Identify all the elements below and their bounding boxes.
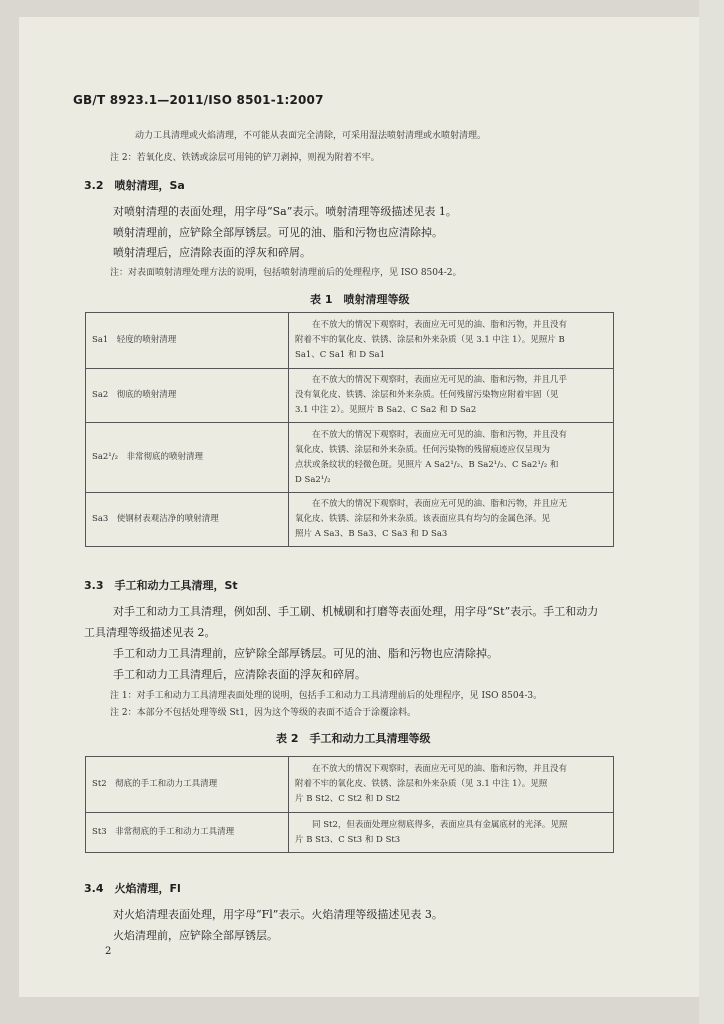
paragraph: 火焰清理前，应铲除全部厚锈层。: [113, 929, 278, 942]
grade-cell: Sa2 彻底的喷射清理: [86, 369, 289, 423]
table-row: [86, 493, 614, 547]
scan-edge: [699, 0, 724, 1024]
document-header: GB/T 8923.1—2011/ISO 8501-1:2007: [73, 93, 324, 107]
table-row: [86, 313, 614, 369]
table-row: [86, 813, 614, 853]
table-1-caption: 表 1 喷射清理等级: [310, 293, 410, 306]
note-2: 注 2：若氧化皮、铁锈或涂层可用钝的铲刀剥掉，则视为附着不牢。: [110, 153, 380, 163]
note-2: 注 2：本部分不包括处理等级 St1，因为这个等级的表面不适合于涂覆涂料。: [110, 708, 416, 718]
note-1: 注 1：对手工和动力工具清理表面处理的说明，包括手工和动力工具清理前后的处理程序，见 ISO 8504-3。: [110, 691, 543, 701]
section-3-2-heading: 3.2 喷射清理，Sa: [84, 179, 185, 192]
table-row: [86, 423, 614, 493]
note: 注：对表面喷射清理处理方法的说明，包括喷射清理前后的处理程序，见 ISO 8504-2。: [110, 268, 462, 278]
desc-cell: 在不放大的情况下观察时，表面应无可见的油、脂和污物，并且没有 氧化皮、铁锈、涂层和外来杂质。任何污染物的残留痕迹应仅呈现为 点状或条纹状的轻微色斑。见照片 A Sa2¹/₂、B Sa2¹/₂、C Sa2¹/₂ 和 D Sa2¹/₂: [289, 423, 614, 493]
grade-cell: St2 彻底的手工和动力工具清理: [86, 757, 289, 813]
grade-cell: St3 非常彻底的手工和动力工具清理: [86, 813, 289, 853]
paragraph: 喷射清理前，应铲除全部厚锈层。可见的油、脂和污物也应清除掉。: [113, 226, 443, 239]
table-row: [86, 369, 614, 423]
table-1: [85, 312, 614, 547]
paragraph: 工具清理等级描述见表 2。: [84, 626, 216, 639]
table-2: [85, 756, 614, 853]
paragraph: 喷射清理后，应清除表面的浮灰和碎屑。: [113, 246, 311, 259]
table-2-caption: 表 2 手工和动力工具清理等级: [276, 732, 431, 745]
paragraph: 手工和动力工具清理前，应铲除全部厚锈层。可见的油、脂和污物也应清除掉。: [113, 647, 498, 660]
grade-cell: Sa1 轻度的喷射清理: [86, 313, 289, 369]
table-row: [86, 757, 614, 813]
paragraph: 对火焰清理表面处理，用字母“Fl”表示。火焰清理等级描述见表 3。: [113, 908, 443, 921]
desc-cell: 在不放大的情况下观察时，表面应无可见的油、脂和污物，并且应无 氧化皮、铁锈、涂层和外来杂质。该表面应具有均匀的金属色泽。见 照片 A Sa3、B Sa3、C Sa3 和 D Sa3: [289, 493, 614, 547]
paragraph: 对喷射清理的表面处理，用字母“Sa”表示。喷射清理等级描述见表 1。: [113, 205, 457, 218]
desc-cell: 在不放大的情况下观察时，表面应无可见的油、脂和污物，并且没有 附着不牢的氧化皮、铁锈、涂层和外来杂质（见 3.1 中注 1）。见照片 B Sa1、C Sa1 和 D Sa1: [289, 313, 614, 369]
grade-cell: Sa3 使钢材表观洁净的喷射清理: [86, 493, 289, 547]
section-3-4-heading: 3.4 火焰清理，Fl: [84, 882, 181, 895]
page-number: 2: [105, 946, 112, 957]
desc-cell: 同 St2，但表面处理应彻底得多，表面应具有金属底材的光泽。见照 片 B St3、C St3 和 D St3: [289, 813, 614, 853]
desc-cell: 在不放大的情况下观察时，表面应无可见的油、脂和污物，并且没有 附着不牢的氧化皮、铁锈、涂层和外来杂质（见 3.1 中注 1）。见照 片 B St2、C St2 和 D St2: [289, 757, 614, 813]
section-3-3-heading: 3.3 手工和动力工具清理，St: [84, 579, 238, 592]
desc-cell: 在不放大的情况下观察时，表面应无可见的油、脂和污物，并且几乎 没有氧化皮、铁锈、涂层和外来杂质。任何残留污染物应附着牢固（见 3.1 中注 2）。见照片 B Sa2、C Sa2 和 D Sa2: [289, 369, 614, 423]
paragraph: 手工和动力工具清理后，应清除表面的浮灰和碎屑。: [113, 668, 366, 681]
paragraph: 对手工和动力工具清理，例如刮、手工刷、机械刷和打磨等表面处理，用字母“St”表示。手工和动力: [113, 605, 599, 618]
continued-text: 动力工具清理或火焰清理，不可能从表面完全清除，可采用湿法喷射清理或水喷射清理。: [135, 131, 487, 141]
grade-cell: Sa2¹/₂ 非常彻底的喷射清理: [86, 423, 289, 493]
